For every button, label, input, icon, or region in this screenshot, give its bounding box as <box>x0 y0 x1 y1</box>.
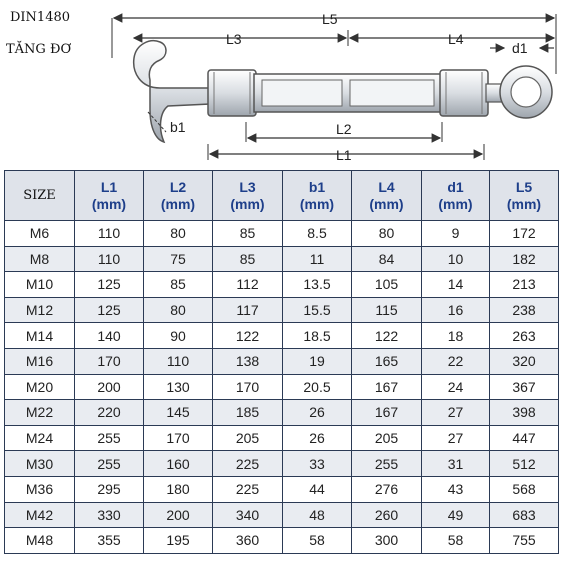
column-header-l5 <box>490 171 559 221</box>
value-cell: 19 <box>283 348 352 374</box>
column-header-unit: (mm) <box>369 195 404 212</box>
value-cell: 48 <box>283 502 352 528</box>
column-header-name: L5 <box>515 178 533 195</box>
value-cell: 205 <box>352 425 422 451</box>
value-cell: 27 <box>422 425 490 451</box>
table-row <box>5 425 559 451</box>
value-cell: 276 <box>352 476 422 502</box>
value-cell: 84 <box>352 246 422 272</box>
size-cell: M30 <box>5 451 75 477</box>
column-header-name: L4 <box>378 178 395 195</box>
table-row <box>5 297 559 323</box>
value-cell: 213 <box>490 272 559 298</box>
size-cell: M10 <box>5 272 75 298</box>
value-cell: 13.5 <box>283 272 352 298</box>
value-cell: 205 <box>213 425 283 451</box>
column-header-l2 <box>144 171 213 221</box>
column-header-d1 <box>422 171 490 221</box>
column-header-unit: (mm) <box>91 195 127 212</box>
value-cell: 16 <box>422 297 490 323</box>
value-cell: 43 <box>422 476 490 502</box>
value-cell: 49 <box>422 502 490 528</box>
table-row <box>5 476 559 502</box>
table-row <box>5 502 559 528</box>
table-header-row <box>5 171 559 221</box>
column-header-unit: (mm) <box>230 195 265 212</box>
right-nut <box>440 70 488 116</box>
value-cell: 170 <box>213 374 283 400</box>
size-cell: M36 <box>5 476 75 502</box>
value-cell: 58 <box>422 528 490 554</box>
value-cell: 180 <box>144 476 213 502</box>
size-cell: M14 <box>5 323 75 349</box>
value-cell: 225 <box>213 476 283 502</box>
value-cell: 26 <box>283 425 352 451</box>
value-cell: 9 <box>422 221 490 247</box>
table-row <box>5 528 559 554</box>
value-cell: 26 <box>283 400 352 426</box>
value-cell: 255 <box>75 451 144 477</box>
value-cell: 330 <box>75 502 144 528</box>
value-cell: 225 <box>213 451 283 477</box>
column-header-unit: (mm) <box>506 195 542 212</box>
value-cell: 138 <box>213 348 283 374</box>
value-cell: 130 <box>144 374 213 400</box>
value-cell: 255 <box>75 425 144 451</box>
column-header-name: L2 <box>169 178 187 195</box>
value-cell: 44 <box>283 476 352 502</box>
column-header-b1 <box>283 171 352 221</box>
value-cell: 300 <box>352 528 422 554</box>
left-nut <box>208 70 256 116</box>
size-cell: M24 <box>5 425 75 451</box>
value-cell: 18.5 <box>283 323 352 349</box>
value-cell: 110 <box>144 348 213 374</box>
label-l3: L3 <box>226 31 242 47</box>
table-body <box>5 221 559 554</box>
value-cell: 355 <box>75 528 144 554</box>
label-l4: L4 <box>448 31 464 47</box>
value-cell: 58 <box>283 528 352 554</box>
label-l5: L5 <box>322 11 338 27</box>
value-cell: 367 <box>490 374 559 400</box>
value-cell: 8.5 <box>283 221 352 247</box>
value-cell: 90 <box>144 323 213 349</box>
table-row <box>5 348 559 374</box>
value-cell: 10 <box>422 246 490 272</box>
value-cell: 27 <box>422 400 490 426</box>
value-cell: 447 <box>490 425 559 451</box>
value-cell: 200 <box>144 502 213 528</box>
value-cell: 340 <box>213 502 283 528</box>
value-cell: 125 <box>75 297 144 323</box>
column-header-name: L1 <box>100 178 118 195</box>
value-cell: 85 <box>213 221 283 247</box>
value-cell: 112 <box>213 272 283 298</box>
value-cell: 263 <box>490 323 559 349</box>
value-cell: 22 <box>422 348 490 374</box>
column-header-unit: (mm) <box>160 195 196 212</box>
turnbuckle-diagram <box>0 0 562 170</box>
diagram-area <box>0 0 562 170</box>
value-cell: 238 <box>490 297 559 323</box>
value-cell: 140 <box>75 323 144 349</box>
table-row <box>5 451 559 477</box>
value-cell: 110 <box>75 246 144 272</box>
value-cell: 260 <box>352 502 422 528</box>
column-header-unit: (mm) <box>438 195 473 212</box>
value-cell: 170 <box>75 348 144 374</box>
standard-code: DIN1480 <box>10 10 71 25</box>
value-cell: 512 <box>490 451 559 477</box>
size-cell: M20 <box>5 374 75 400</box>
value-cell: 80 <box>144 297 213 323</box>
size-cell: M6 <box>5 221 75 247</box>
value-cell: 295 <box>75 476 144 502</box>
value-cell: 122 <box>213 323 283 349</box>
value-cell: 75 <box>144 246 213 272</box>
value-cell: 125 <box>75 272 144 298</box>
value-cell: 15.5 <box>283 297 352 323</box>
table-row <box>5 246 559 272</box>
value-cell: 360 <box>213 528 283 554</box>
table-row <box>5 221 559 247</box>
size-cell: M12 <box>5 297 75 323</box>
value-cell: 165 <box>352 348 422 374</box>
size-cell: M22 <box>5 400 75 426</box>
label-l2: L2 <box>336 121 352 137</box>
table-row <box>5 374 559 400</box>
value-cell: 167 <box>352 374 422 400</box>
value-cell: 24 <box>422 374 490 400</box>
size-cell: M16 <box>5 348 75 374</box>
size-cell: M8 <box>5 246 75 272</box>
value-cell: 320 <box>490 348 559 374</box>
value-cell: 182 <box>490 246 559 272</box>
column-header-l4 <box>352 171 422 221</box>
value-cell: 185 <box>213 400 283 426</box>
label-d1: d1 <box>512 40 528 56</box>
label-l1: L1 <box>336 147 352 163</box>
dimensions-table <box>4 170 559 554</box>
value-cell: 80 <box>144 221 213 247</box>
value-cell: 85 <box>144 272 213 298</box>
value-cell: 220 <box>75 400 144 426</box>
value-cell: 200 <box>75 374 144 400</box>
value-cell: 105 <box>352 272 422 298</box>
table-row <box>5 400 559 426</box>
value-cell: 167 <box>352 400 422 426</box>
table-row <box>5 272 559 298</box>
value-cell: 80 <box>352 221 422 247</box>
value-cell: 33 <box>283 451 352 477</box>
value-cell: 255 <box>352 451 422 477</box>
product-name: TĂNG ĐƠ <box>6 42 72 57</box>
size-cell: M42 <box>5 502 75 528</box>
value-cell: 85 <box>213 246 283 272</box>
label-b1: b1 <box>170 119 186 135</box>
table-row <box>5 323 559 349</box>
column-header-size <box>5 171 75 221</box>
value-cell: 170 <box>144 425 213 451</box>
value-cell: 20.5 <box>283 374 352 400</box>
value-cell: 117 <box>213 297 283 323</box>
value-cell: 115 <box>352 297 422 323</box>
value-cell: 195 <box>144 528 213 554</box>
column-header-name: SIZE <box>23 188 56 203</box>
value-cell: 14 <box>422 272 490 298</box>
value-cell: 160 <box>144 451 213 477</box>
value-cell: 18 <box>422 323 490 349</box>
value-cell: 398 <box>490 400 559 426</box>
column-header-l3 <box>213 171 283 221</box>
column-header-name: d1 <box>447 178 464 195</box>
value-cell: 172 <box>490 221 559 247</box>
column-header-name: L3 <box>239 178 256 195</box>
value-cell: 110 <box>75 221 144 247</box>
value-cell: 755 <box>490 528 559 554</box>
column-header-name: b1 <box>308 178 326 195</box>
value-cell: 11 <box>283 246 352 272</box>
column-header-l1 <box>75 171 144 221</box>
value-cell: 568 <box>490 476 559 502</box>
size-cell: M48 <box>5 528 75 554</box>
value-cell: 122 <box>352 323 422 349</box>
value-cell: 683 <box>490 502 559 528</box>
value-cell: 31 <box>422 451 490 477</box>
column-header-unit: (mm) <box>299 195 335 212</box>
value-cell: 145 <box>144 400 213 426</box>
